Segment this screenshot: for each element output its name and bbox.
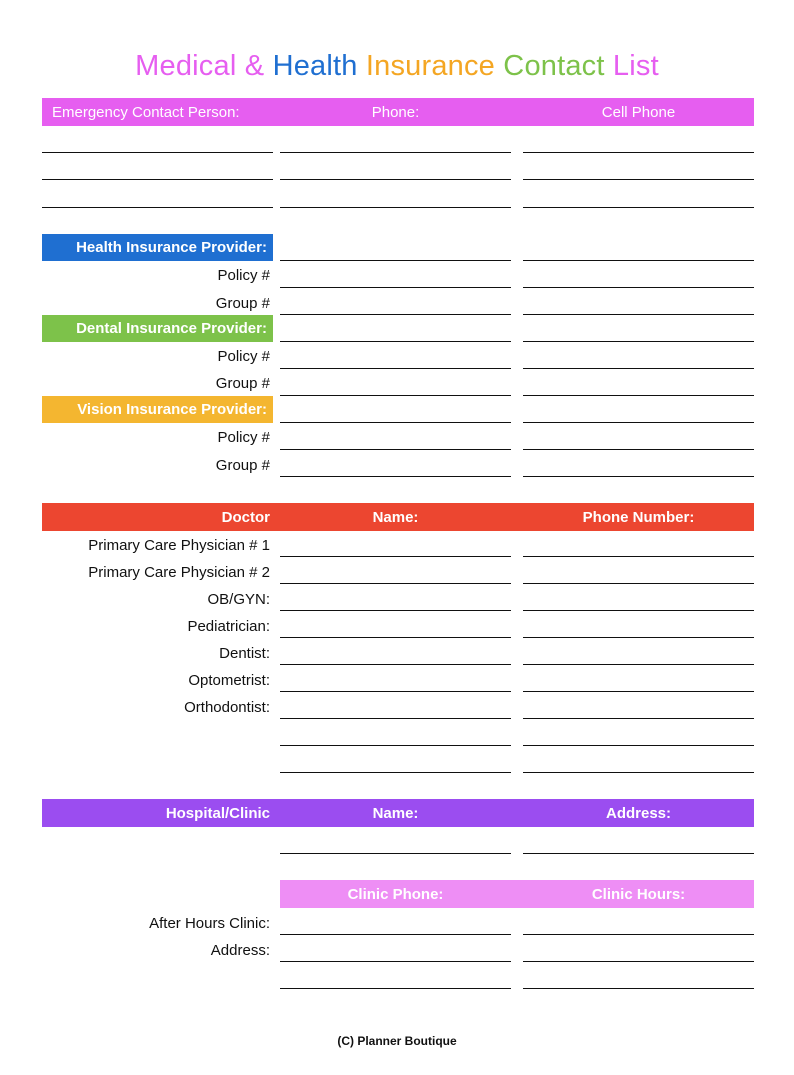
doctor-row-label: Optometrist: [188,672,270,689]
hospital-name-line[interactable] [280,853,511,854]
emergency-cell-line[interactable] [523,179,754,180]
vision-policy-label: Policy # [217,429,270,446]
title-word: List [612,50,659,82]
vision-group-line[interactable] [523,476,754,477]
doctor-phone-line[interactable] [523,556,754,557]
vision-group-line[interactable] [280,476,511,477]
emergency-cell-line[interactable] [523,207,754,208]
emergency-name-line[interactable] [42,207,273,208]
doctor-name-line[interactable] [280,664,511,665]
dental-group-label: Group # [215,375,270,392]
vision-provider-line[interactable] [523,422,754,423]
doctor-header-name: Name: [372,509,419,526]
title-word: Medical [135,50,237,82]
clinic-address-line[interactable] [523,988,754,989]
doctor-phone-line[interactable] [523,691,754,692]
doctor-row-label: Primary Care Physician # 2 [88,564,270,581]
health-provider-line[interactable] [523,260,754,261]
title-word: Insurance [365,50,496,82]
emergency-cell-col: Cell Phone [601,104,676,121]
vision-policy-line[interactable] [280,449,511,450]
clinic-phone-line[interactable] [280,934,511,935]
doctor-phone-line[interactable] [523,745,754,746]
health-provider-line[interactable] [280,260,511,261]
doctor-row-label: Orthodontist: [184,699,270,716]
after-hours-clinic-label: After Hours Clinic: [149,915,270,932]
doctor-phone-line[interactable] [523,610,754,611]
hospital-header-name: Name: [372,805,419,822]
emergency-name-line[interactable] [42,152,273,153]
title-word: Contact [503,50,605,82]
health-policy-label: Policy # [217,267,270,284]
health-policy-line[interactable] [280,287,511,288]
health-policy-line[interactable] [523,287,754,288]
doctor-row-label: Dentist: [219,645,270,662]
doctor-name-line[interactable] [280,610,511,611]
dental-policy-label: Policy # [217,348,270,365]
hospital-header-col1: Hospital/Clinic [165,805,270,822]
doctor-name-line[interactable] [280,637,511,638]
emergency-cell-line[interactable] [523,152,754,153]
clinic-phone-col: Clinic Phone: [347,886,444,903]
doctor-row-label: OB/GYN: [207,591,270,608]
emergency-contact-col1: Emergency Contact Person: [52,104,240,121]
emergency-phone-line[interactable] [280,152,511,153]
vision-provider-line[interactable] [280,422,511,423]
dental-group-line[interactable] [280,395,511,396]
dental-policy-line[interactable] [280,368,511,369]
clinic-address-label: Address: [210,942,270,959]
vision-policy-line[interactable] [523,449,754,450]
hospital-address-line[interactable] [523,853,754,854]
clinic-hours-col: Clinic Hours: [591,886,686,903]
clinic-hours-line[interactable] [523,934,754,935]
title-word: & [244,50,265,82]
health-group-line[interactable] [523,314,754,315]
emergency-phone-col: Phone: [371,104,420,121]
emergency-phone-line[interactable] [280,207,511,208]
vision-insurance-header: Vision Insurance Provider: [42,396,273,423]
page-title [0,50,794,83]
health-group-line[interactable] [280,314,511,315]
clinic-address-line[interactable] [523,961,754,962]
dental-insurance-header: Dental Insurance Provider: [42,315,273,342]
doctor-name-line[interactable] [280,772,511,773]
health-insurance-header: Health Insurance Provider: [42,234,273,261]
doctor-name-line[interactable] [280,718,511,719]
doctor-name-line[interactable] [280,556,511,557]
doctor-name-line[interactable] [280,583,511,584]
doctor-header-phone: Phone Number: [582,509,695,526]
doctor-row-label: Pediatrician: [187,618,270,635]
doctor-phone-line[interactable] [523,664,754,665]
emergency-phone-line[interactable] [280,179,511,180]
title-word: Health [272,50,358,82]
health-group-label: Group # [215,295,270,312]
doctor-row-label: Primary Care Physician # 1 [88,537,270,554]
dental-provider-line[interactable] [280,341,511,342]
doctor-name-line[interactable] [280,691,511,692]
doctor-phone-line[interactable] [523,772,754,773]
doctor-phone-line[interactable] [523,637,754,638]
doctor-phone-line[interactable] [523,718,754,719]
dental-provider-line[interactable] [523,341,754,342]
vision-group-label: Group # [215,457,270,474]
emergency-name-line[interactable] [42,179,273,180]
dental-group-line[interactable] [523,395,754,396]
dental-policy-line[interactable] [523,368,754,369]
hospital-header-address: Address: [605,805,672,822]
copyright-footer: (C) Planner Boutique [337,1034,457,1048]
doctor-name-line[interactable] [280,745,511,746]
clinic-address-line[interactable] [280,988,511,989]
doctor-header-col1: Doctor [221,509,270,526]
doctor-phone-line[interactable] [523,583,754,584]
clinic-address-line[interactable] [280,961,511,962]
